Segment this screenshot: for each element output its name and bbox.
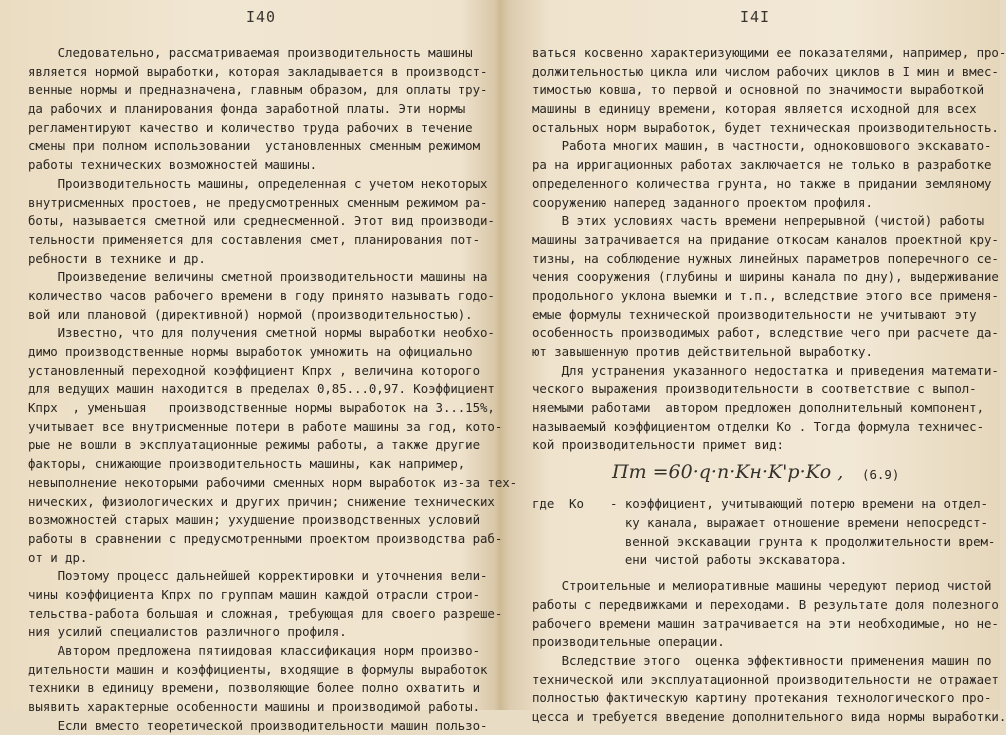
text-line: машины в единицу времени, которая является исходной для всех: [532, 101, 977, 117]
text-line: Производительность машины, определенная с учетом некоторых: [28, 175, 488, 191]
page-number-left: I40: [246, 8, 277, 26]
definition-text: [610, 495, 995, 570]
text-line: определенного количества грунта, но также в придании земляному: [532, 175, 992, 191]
text-line: является нормой выработки, которая закладывается в производст-: [28, 63, 488, 79]
text-line: Работа многих машин, в частности, одноковшового экскавато-: [532, 138, 992, 154]
text-line: рые не вошли в эксплуатационные режимы работы, а также другие: [28, 437, 480, 453]
text-line: работы в сравнении с предусмотренными проектом производства раб-: [28, 530, 503, 546]
text-line: ческого выражения производительности в соответствие с выпол-: [532, 381, 977, 397]
text-line: регламентируют качество и количество труда рабочих в течение: [28, 119, 473, 135]
text-line: ваться косвенно характеризующими ее показателями, например, про-: [532, 45, 1006, 60]
text-line: установленный переходной коэффициент Kпрх , величина которого: [28, 362, 480, 378]
text-line: дительности машин и коэффициенты, входящие в формулы выработок: [28, 661, 488, 677]
text-line: техники в единицу времени, позволяющие более полно охватить и: [28, 680, 480, 696]
left-page-text: [28, 44, 518, 735]
text-line: емые формулы технической производительности не учитывают эту: [532, 306, 977, 322]
right-bottom-paragraphs: [532, 577, 1006, 727]
text-line: факторы, снижающие производительность машины, как например,: [28, 456, 466, 472]
text-line: цесса и требуется введение дополнительного вида нормы выработки.: [532, 708, 1006, 724]
text-line: няемыми работами автором предложен дополнительный компонент,: [532, 400, 984, 416]
text-line: невыполнение некоторыми рабочими сменных норм выработок из-за тех-: [28, 474, 518, 490]
text-line: тельства-работа большая и сложная, требующая для своего разреше-: [28, 605, 503, 621]
text-line: технической или эксплуатационной производительности не отражает: [532, 671, 999, 687]
formula-row: [532, 455, 994, 495]
text-line: тимостью ковша, то первой и основной по значимости выработкой: [532, 82, 984, 98]
text-line: Если вместо теоретической производительности машин пользо-: [28, 717, 488, 733]
text-line: выявить характерные особенности машины и производимой работы.: [28, 699, 480, 715]
right-page-text: [532, 44, 1006, 727]
right-top-paragraphs: [532, 44, 1006, 455]
text-line: работы с передвижками и переходами. В результате доля полезного: [532, 596, 999, 612]
definition-block: [532, 495, 994, 577]
text-line: вой или плановой (директивной) нормой (производительностью).: [28, 306, 473, 322]
text-line: рабочего времени машин затрачивается на эти необходимые, но не-: [532, 615, 999, 631]
text-line: ени чистой работы экскаватора.: [610, 552, 848, 568]
text-line: количество часов рабочего времени в году принято называть годо-: [28, 287, 495, 303]
text-line: димо производственные нормы выработок умножить на официально: [28, 344, 473, 359]
text-line: учитывает все внутрисменные потери в работе машины за год, кото-: [28, 418, 503, 434]
text-line: особенность производимых работ, вследствие чего при расчете да-: [532, 325, 999, 341]
text-line: работы технических возможностей машины.: [28, 157, 317, 173]
text-line: машины затрачивается на придание откосам каналов проектной кру-: [532, 231, 999, 247]
text-line: остальных норм выработок, будет техническая производительность.: [532, 119, 999, 135]
text-line: Произведение величины сметной производительности машины на: [28, 269, 488, 285]
text-line: тизны, на соблюдение нужных линейных параметров поперечного се-: [532, 250, 999, 266]
text-line: Kпрх , уменьшая производственные нормы выработок на 3...15%,: [28, 400, 495, 416]
text-line: ку канала, выражает отношение времени непосредст-: [610, 514, 988, 530]
text-line: Автором предложена пятиидовая классификация норм произво-: [28, 643, 480, 658]
text-line: для ведущих машин находится в пределах 0,85...0,97. Коэффициент: [28, 381, 495, 397]
text-line: производительные операции.: [532, 634, 725, 650]
text-line: ют завышенную против действительной выработку.: [532, 344, 873, 359]
text-line: венной экскавации грунта к продолжительности врем-: [610, 533, 996, 549]
text-line: боты, называется сметной или среднесменной. Этот вид производи-: [28, 213, 495, 229]
text-line: продольного уклона выемки и т.п., вследствие этого все применя-: [532, 287, 999, 303]
text-line: Вследствие этого оценка эффективности применения машин по: [532, 652, 992, 668]
definition-label: где Ko: [532, 496, 584, 512]
text-line: Известно, что для получения сметной нормы выработки необхо-: [28, 325, 495, 341]
text-line: кой производительности примет вид:: [532, 437, 784, 453]
text-line: чения сооружения (глубины и ширины канала по дну), выдерживание: [532, 269, 999, 285]
text-line: венные нормы и предназначена, главным образом, для оплаты тру-: [28, 82, 488, 98]
text-line: - коэффициент, учитывающий потерю времени на отдел-: [610, 496, 988, 512]
text-line: ребности в технике и др.: [28, 250, 206, 266]
text-line: Поэтому процесс дальнейшей корректировки и уточнения вели-: [28, 568, 488, 584]
text-line: называемый коэффициентом отделки Ko . Тогда формула техничес-: [532, 418, 984, 434]
page-number-right: I4I: [740, 8, 771, 26]
text-line: сооружению наперед заданного проектом профиля.: [532, 194, 873, 210]
text-line: смены при полном использовании установленных сменным режимом: [28, 138, 480, 154]
text-line: чины коэффициента Kпрх по группам машин каждой отрасли строи-: [28, 586, 480, 602]
text-line: ния усилий специалистов различного профиля.: [28, 624, 347, 640]
formula: Пт =60·q·n·Kн·K'р·Kо ,: [612, 461, 844, 484]
text-line: полностью фактическую картину протекания технологического про-: [532, 690, 992, 706]
equation-number: (6.9): [862, 467, 900, 483]
text-line: от и др.: [28, 549, 88, 565]
text-line: да рабочих и планирования фонда заработной платы. Эти нормы: [28, 101, 466, 117]
text-line: Следовательно, рассматриваемая производительность машины: [28, 45, 473, 60]
text-line: возможностей старых машин; ухудшение производственных условий: [28, 512, 480, 528]
text-line: В этих условиях часть времени непрерывной (чистой) работы: [532, 213, 984, 229]
text-line: ра на ирригационных работах заключается не только в разработке: [532, 157, 992, 173]
text-line: Строительные и мелиоративные машины чередуют период чистой: [532, 578, 992, 594]
text-line: нических, физиологических и других причин; снижение технических: [28, 493, 495, 509]
text-line: внутрисменных простоев, не предусмотренных сменным режимом ра-: [28, 194, 488, 210]
text-line: тельности применяется для составления смет, планирования пот-: [28, 231, 480, 247]
text-line: Для устранения указанного недостатка и приведения математи-: [532, 362, 999, 378]
right-page: [502, 0, 1006, 724]
text-line: должительностью цикла или числом рабочих циклов в I мин и вмес-: [532, 63, 999, 79]
